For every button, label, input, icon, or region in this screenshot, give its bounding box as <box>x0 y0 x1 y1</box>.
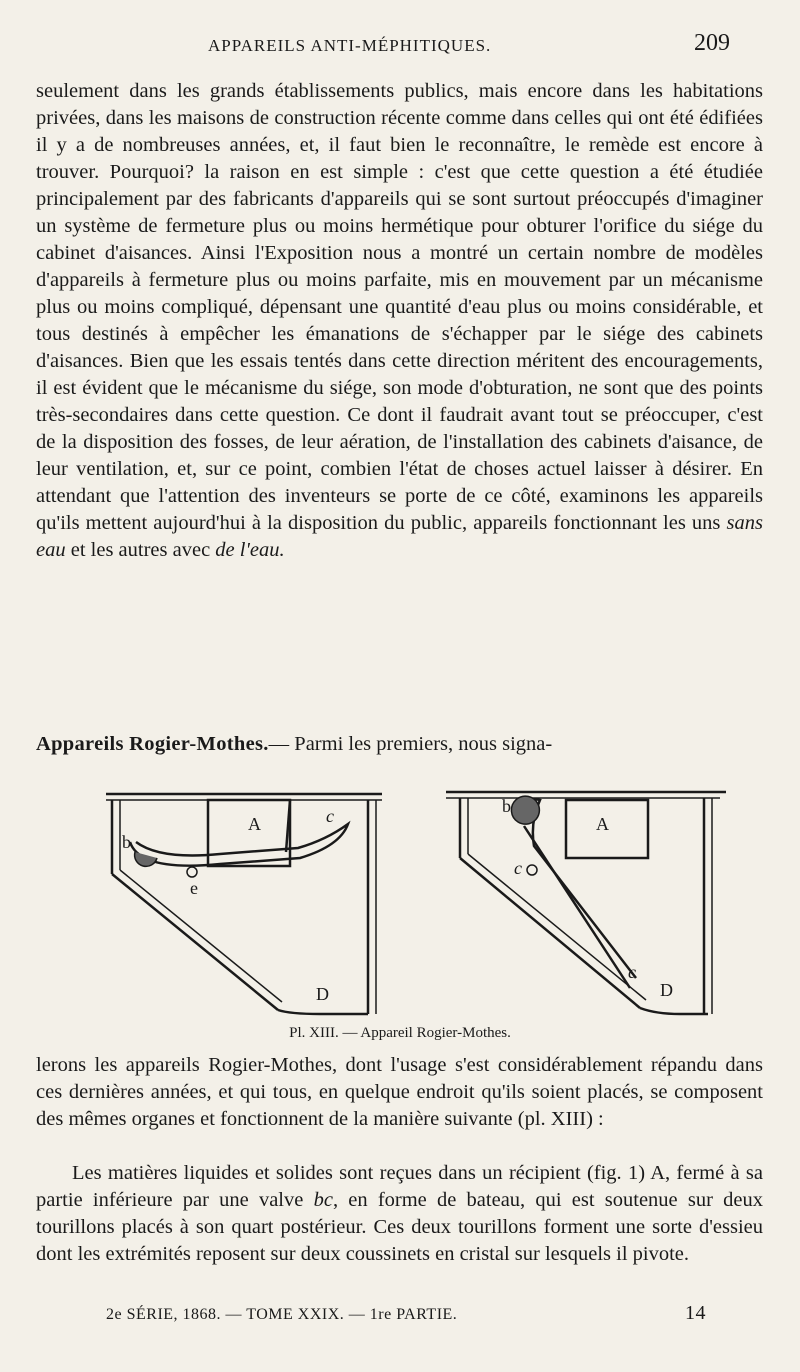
paragraph-4 <box>36 1160 763 1268</box>
italic-bc: bc <box>313 1189 333 1211</box>
paragraph-1-text: seulement dans les grands établissements publics, mais encore dans les habitations privées, dans les maisons de construction récente comme dans celles qui ont été édifiées il y a de nombreuses années, et, il faut bien le reconnaître, le remède est encore à trouver. Pourquoi? la raison en est simple : c'est que cette question a été étudiée principalement par des fabricants d'appareils qui se sont surtout préoccupés d'imaginer un système de fermeture plus ou moins hermétique pour obturer l'orifice du siége du cabinet d'aisances. Ainsi l'Exposition nous a montré un certain nombre de modèles d'appareils à fermeture plus ou moins parfaite, mis en mouvement par un mécanisme plus ou moins compliqué, dépensant une quantité d'eau plus ou moins considérable, et tous destinés à empêcher les émanations de s'échapper par le siége des cabinets d'aisances. Bien que les essais tentés dans cette direction méritent des encouragements, il est évident que le mécanisme du siége, son mode d'obturation, ne sont que des points très-secondaires dans cette question. Ce dont il faudrait avant tout se préoccuper, c'est de la disposition des fosses, de leur aération, de l'installation des cabinets d'aisance, de leur ventilation, et, sur ce point, combien l'état de choses actuel laisser à désirer. En attendant que l'attention des inventeurs se porte de ce côté, examinons les appareils qu'ils mettent aujourd'hui à la disposition du public, appareils fonctionnant les uns <box>36 80 763 534</box>
figure-caption: Pl. XIII. — Appareil Rogier-Mothes. <box>289 1025 511 1041</box>
label-a-left: A <box>248 814 261 834</box>
section-heading-rest: — Parmi les premiers, nous signa- <box>268 733 553 755</box>
plate-xiii-drawing <box>100 782 740 1022</box>
signature-number: 14 <box>685 1302 706 1324</box>
plate-xiii-figure <box>100 782 740 1022</box>
italic-de-leau: de l'eau. <box>215 539 285 561</box>
figure-left <box>106 794 382 1014</box>
label-d-right: D <box>660 980 673 1000</box>
series-line: 2e SÉRIE, 1868. — TOME XXIX. — 1re PARTIE. <box>106 1306 458 1323</box>
label-c-right-lower: c <box>628 962 636 982</box>
italic-eau: eau <box>36 539 66 561</box>
label-e-left: e <box>190 878 198 898</box>
label-d-left: D <box>316 984 329 1004</box>
page-footer <box>106 1302 706 1324</box>
paragraph-4-text: Les matières liquides et solides sont reçues dans un récipient (fig. 1) A, fermé à sa partie inférieure par une valve <box>36 1162 763 1211</box>
running-title: APPAREILS ANTI-MÉPHITIQUES. <box>208 36 492 55</box>
paragraph-1-mid: et les autres avec <box>70 539 211 561</box>
label-c-left: c <box>326 806 334 826</box>
label-c-right: c <box>514 858 522 878</box>
label-b-right: b <box>502 796 511 816</box>
section-heading: Appareils Rogier-Mothes. <box>36 733 269 755</box>
page-number: 209 <box>694 30 730 56</box>
page-header <box>110 30 730 64</box>
paragraph-4-rest: , en forme de bateau, qui est soutenue sur deux tourillons placés à son quart postérieur. Ces deux tourillons forment une sorte d'essieu dont les extrémités reposent sur deux coussinets en cristal sur lesquels il pivote. <box>36 1189 763 1265</box>
figure-right <box>446 792 726 1014</box>
paragraph-3 <box>36 1052 763 1133</box>
paragraph-1 <box>36 78 763 564</box>
paragraph-3-text: lerons les appareils Rogier-Mothes, dont l'usage s'est considérablement répandu dans ces dernières années, et qui tous, en quelque endroit qu'ils soient placés, se composent des mêmes organes et fonctionnent de la manière suivante (pl. XIII) : <box>36 1054 763 1130</box>
label-b-left: b <box>122 832 131 852</box>
label-a-right: A <box>596 814 609 834</box>
section-heading-line <box>36 731 763 758</box>
italic-sans: sans <box>726 512 764 534</box>
